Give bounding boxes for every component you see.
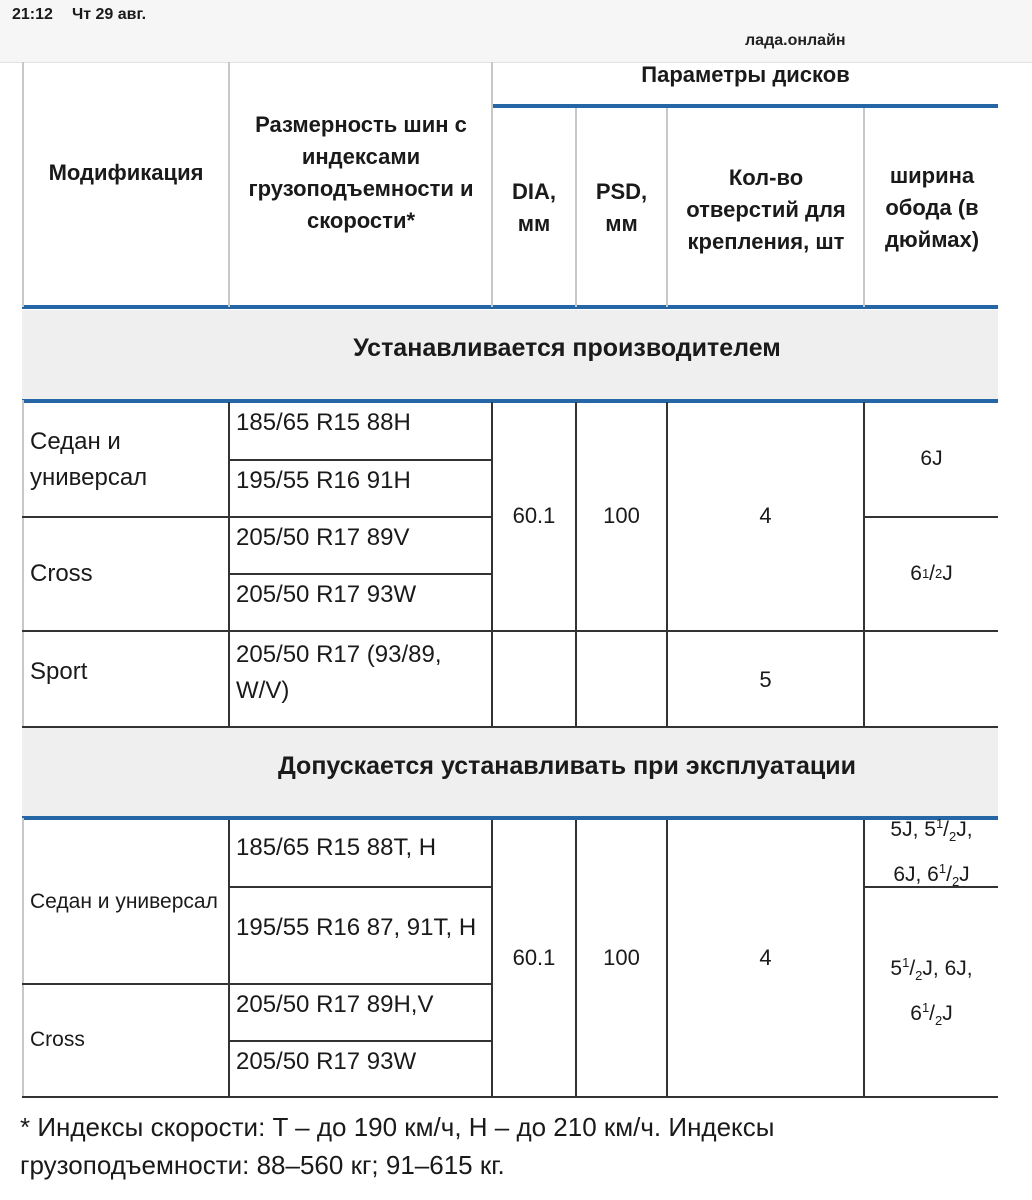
divider [22,1096,998,1098]
psd-value: 100 [603,945,640,970]
section2-title: Допускается устанавливать при эксплуатации [277,751,857,780]
divider [228,62,230,307]
tire-size-cell: 185/65 R15 88H [236,409,411,436]
tire-size-cell: 195/55 R16 91H [236,467,411,494]
dia-value: 60.1 [512,503,556,528]
divider [22,305,998,309]
tire-size-cell: 195/55 R16 87, 91T, H [236,914,477,941]
status-bar [0,0,1032,63]
status-date: Чт 29 авг. [72,6,147,23]
holes-value: 4 [759,503,772,528]
header-rim-width: ширина обода (в дюймах) [884,163,980,252]
tire-size-cell: 205/50 R17 93W [236,581,417,608]
section1-title: Устанавливается производителем [353,333,781,362]
tire-size-cell: 205/50 R17 93W [236,1048,417,1075]
header-modification: Модификация [48,160,204,185]
holes-value: 4 [759,945,772,970]
rim-width-cell: 6 1 / 2 J [910,562,953,585]
tire-size-cell: 205/50 R17 (93/89, W/V) [236,641,442,704]
tire-size-cell: 205/50 R17 89V [236,524,410,551]
header-dia: DIA, мм [512,179,556,236]
site-url[interactable]: лада.онлайн [745,32,846,49]
footnote: * Индексы скорости: T – до 190 км/ч, H – до 210 км/ч. Индексы грузоподъемности: 88–560 кг; 91–615 кг. [20,1112,775,1180]
header-disc-params: Параметры дисков [641,62,850,87]
modification-cell: Седан и универсал [30,890,218,913]
modification-cell: Cross [30,1028,85,1051]
rim-width-cell: 5J, $5^1/_2J$, 6J, $6^1/_2J$ [890,815,973,890]
tire-size-cell: 205/50 R17 89H,V [236,991,434,1018]
holes-value: 5 [759,667,772,692]
psd-value: 100 [603,503,640,528]
rim-width-cell: $5^1/_2J$, 6J, $6^1/_2J$ [890,954,973,1029]
dia-value: 60.1 [512,945,556,970]
modification-cell: Седан и универсал [30,428,148,491]
header-psd: PSD, мм [595,179,648,236]
rim-width-cell: 6J [920,447,943,470]
tire-size-cell: 185/65 R15 88T, H [236,834,437,861]
modification-cell: Cross [30,560,93,587]
divider [491,62,493,307]
divider [491,104,998,108]
divider [575,108,577,307]
divider [666,108,668,307]
modification-cell: Sport [30,658,88,685]
header-holes: Кол-во отверстий для крепления, шт [686,165,846,254]
header-tire-size: Размерность шин с индексами грузоподъемности и скорости* [248,112,474,233]
status-time: 21:12 [12,6,53,23]
divider [863,108,865,307]
